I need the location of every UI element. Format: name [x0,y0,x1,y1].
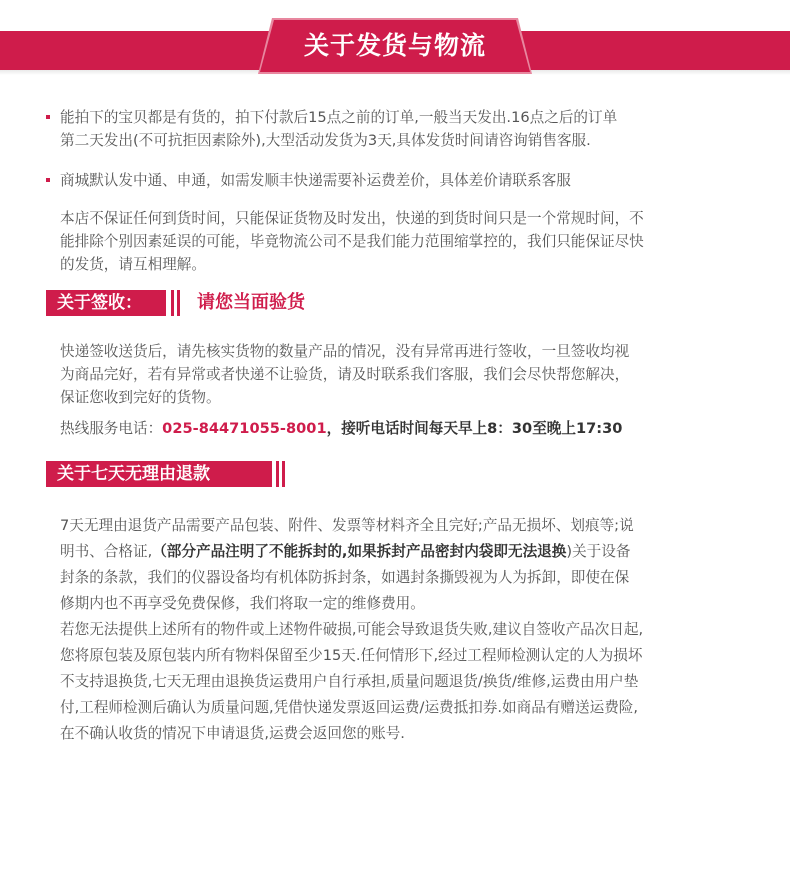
returns-line: 若您无法提供上述所有的物件或上述物件破损,可能会导致退货失败,建议自签收产品次日起, [60,621,644,638]
signing-section-tag [46,290,186,316]
returns-line: 在不确认收货的情况下申请退货,运费会返回您的账号. [60,725,405,742]
hotline-row [60,417,780,440]
shipping-note-line: 能排除个别因素延误的可能，毕竟物流公司不是我们能力范围缩掌控的，我们只能保证尽快 [60,233,644,250]
signing-body [60,340,780,409]
returns-body [60,513,785,747]
returns-line2-post: )关于设备 [566,543,631,560]
returns-line2-pre: 明书、合格证, [60,543,153,560]
banner-title: 关于发货与物流 [303,31,486,60]
shipping-bullet-2-line1: 商城默认发中通、申通，如需发顺丰快递需要补运费差价，具体差价请联系客服 [60,172,571,189]
returns-section-tag [46,461,286,487]
bullet-dot-icon [46,115,50,119]
signing-line: 保证您收到完好的货物。 [60,389,221,406]
signing-tag-label: 关于签收： [46,290,166,316]
returns-line: 不支持退换货,七天无理由退换货运费用户自行承担,质量问题退货/换货/维修,运费由用户垫 [60,673,639,690]
returns-line: 付,工程师检测后确认为质量问题,凭借快递发票返回运费/运费抵扣券.如商品有赠送运费险, [60,699,639,716]
shipping-note [60,207,780,276]
tag-divider [276,461,279,487]
section-banner [0,20,790,72]
signing-line: 快递签收送货后，请先核实货物的数量产品的情况，没有异常再进行签收，一旦签收均视 [60,343,630,360]
tag-divider [282,461,285,487]
returns-line: 您将原包装及原包装内所有物料保留至少15天.任何情形下,经过工程师检测认定的人为损坏 [60,647,643,664]
signing-line: 为商品完好，若有异常或者快递不让验货，请及时联系我们客服，我们会尽快帮您解决， [60,366,630,383]
bullet-dot-icon [46,178,50,182]
hotline-hours: ，接听电话时间每天早上8：30至晚上17:30 [326,420,623,437]
returns-line: 修期内也不再享受免费保修，我们将取一定的维修费用。 [60,595,425,612]
tag-divider [171,290,174,316]
returns-line: 7天无理由退货产品需要产品包装、附件、发票等材料齐全且完好;产品无损坏、划痕等;说 [60,517,634,534]
shipping-bullet-1-line1: 能拍下的宝贝都是有货的，拍下付款后15点之前的订单,一般当天发出.16点之后的订单 [60,109,618,126]
shipping-note-line: 的发货，请互相理解。 [60,256,206,273]
returns-line: 封条的条款，我们的仪器设备均有机体防拆封条，如遇封条撕毁视为人为拆卸，即使在保 [60,569,630,586]
signing-sub-heading: 请您当面验货 [197,292,305,313]
returns-line [60,539,785,565]
shipping-bullet-1 [46,106,766,152]
shipping-note-line: 本店不保证任何到货时间，只能保证货物及时发出，快递的到货时间只是一个常规时间，不 [60,210,644,227]
tag-divider [177,290,180,316]
returns-tag-label: 关于七天无理由退款 [46,461,272,487]
shipping-bullet-1-line2: 第二天发出(不可抗拒因素除外),大型活动发货为3天,具体发货时间请咨询销售客服. [60,132,591,149]
shipping-bullet-2 [46,169,766,192]
hotline-number[interactable]: 025-84471055-8001 [162,420,327,437]
hotline-label: 热线服务电话： [60,420,163,437]
returns-line2-bold: （部分产品注明了不能拆封的,如果拆封产品密封内袋即无法退换 [152,543,567,560]
